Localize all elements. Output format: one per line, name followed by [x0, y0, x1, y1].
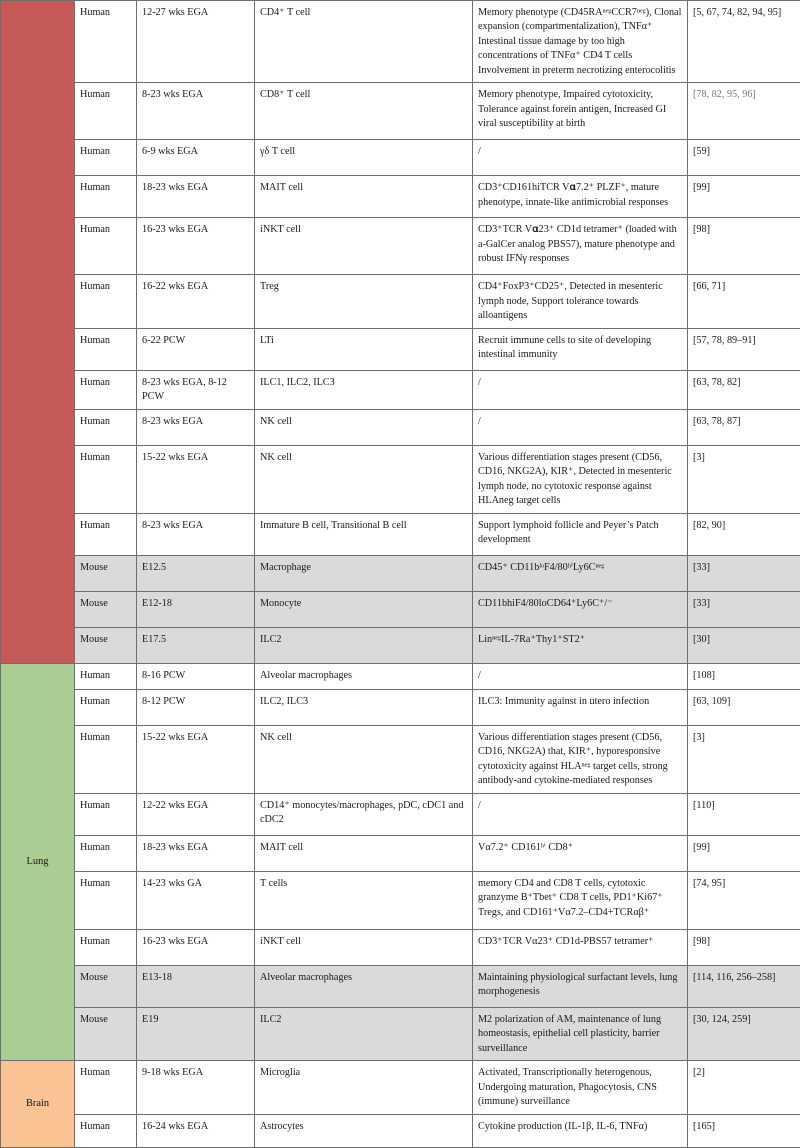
- function-cell: Vα7.2⁺ CD161ʰⁱ CD8⁺: [473, 835, 688, 871]
- references-cell: [98]: [688, 929, 800, 965]
- species-cell: Human: [75, 929, 137, 965]
- cell-type-cell: MAIT cell: [255, 176, 473, 218]
- cell-type-cell: Monocyte: [255, 591, 473, 627]
- species-cell: Human: [75, 871, 137, 929]
- references-cell: [99]: [688, 176, 800, 218]
- function-cell: CD11bhiF4/80loCD64⁺Ly6C⁺/⁻: [473, 591, 688, 627]
- age-cell: 8-23 wks EGA, 8-12 PCW: [137, 370, 255, 409]
- references-cell: [66, 71]: [688, 275, 800, 328]
- cell-type-cell: CD4⁺ T cell: [255, 1, 473, 83]
- cell-type-cell: γδ T cell: [255, 140, 473, 176]
- age-cell: 16-23 wks EGA: [137, 218, 255, 275]
- function-cell: Various differentiation stages present (CD56, CD16, NKG2A) that, KIR⁺, hyporesponsive cytotoxicity against HLAⁿᵉᵍ target cells, strong antibody-and cytokine-mediated responses: [473, 725, 688, 793]
- table-row: [1, 1061, 800, 1114]
- function-cell: Memory phenotype, Impaired cytotoxicity, Tolerance against forein antigen, Increased GI viral susceptibility at birth: [473, 83, 688, 140]
- species-cell: Human: [75, 140, 137, 176]
- cell-type-cell: NK cell: [255, 409, 473, 445]
- species-cell: Human: [75, 793, 137, 835]
- age-cell: E12-18: [137, 591, 255, 627]
- age-cell: 18-23 wks EGA: [137, 176, 255, 218]
- references-cell: [78, 82, 95, 96]: [688, 83, 800, 140]
- table-body: [1, 1, 800, 1148]
- function-cell: CD3⁺TCR Vα23⁺ CD1d-PBS57 tetramer⁺: [473, 929, 688, 965]
- references-cell: [33]: [688, 555, 800, 591]
- references-cell: [63, 78, 87]: [688, 409, 800, 445]
- age-cell: 18-23 wks EGA: [137, 835, 255, 871]
- species-cell: Mouse: [75, 627, 137, 663]
- cell-type-cell: MAIT cell: [255, 835, 473, 871]
- table-row: [1, 1007, 800, 1060]
- table-row: [1, 218, 800, 275]
- species-cell: Mouse: [75, 555, 137, 591]
- cell-type-cell: Treg: [255, 275, 473, 328]
- references-cell: [114, 116, 256–258]: [688, 965, 800, 1007]
- cell-type-cell: NK cell: [255, 725, 473, 793]
- cell-type-cell: CD14⁺ monocytes/macrophages, pDC, cDC1 and cDC2: [255, 793, 473, 835]
- function-cell: LinⁿᵉᵍIL-7Ra⁺Thy1⁺ST2⁺: [473, 627, 688, 663]
- table-row: [1, 591, 800, 627]
- table-row: [1, 370, 800, 409]
- references-cell: [99]: [688, 835, 800, 871]
- age-cell: E13-18: [137, 965, 255, 1007]
- table-row: [1, 793, 800, 835]
- species-cell: Human: [75, 835, 137, 871]
- references-cell: [74, 95]: [688, 871, 800, 929]
- cell-type-cell: Astrocytes: [255, 1114, 473, 1147]
- table-row: [1, 409, 800, 445]
- function-cell: CD45⁺ CD11bˡᵒF4/80ʰⁱLy6Cⁿᵉᵍ: [473, 555, 688, 591]
- table-row: [1, 835, 800, 871]
- function-cell: /: [473, 793, 688, 835]
- table-row: [1, 328, 800, 370]
- cell-type-cell: ILC1, ILC2, ILC3: [255, 370, 473, 409]
- table-row: [1, 176, 800, 218]
- species-cell: Human: [75, 275, 137, 328]
- references-cell: [108]: [688, 663, 800, 689]
- function-cell: /: [473, 409, 688, 445]
- function-cell: Maintaining physiological surfactant levels, lung morphogenesis: [473, 965, 688, 1007]
- cell-type-cell: Alveolar macrophages: [255, 663, 473, 689]
- function-cell: Memory phenotype (CD45RAⁿᵉᵍCCR7ⁿᵉᵍ), Clonal expansion (compartmentalization), TNFα⁺ Intestinal tissue damage by too high concentrations of TNFα⁺ CD4 T cells Involvement in preterm necrotizing enterocolitis: [473, 1, 688, 83]
- age-cell: 8-23 wks EGA: [137, 513, 255, 555]
- table-row: [1, 929, 800, 965]
- references-cell: [3]: [688, 725, 800, 793]
- age-cell: E12.5: [137, 555, 255, 591]
- table-row: [1, 689, 800, 725]
- function-cell: /: [473, 663, 688, 689]
- function-cell: ILC3: Immunity against in utero infection: [473, 689, 688, 725]
- age-cell: 8-12 PCW: [137, 689, 255, 725]
- references-cell: [2]: [688, 1061, 800, 1114]
- species-cell: Human: [75, 1114, 137, 1147]
- function-cell: Recruit immune cells to site of developing intestinal immunity: [473, 328, 688, 370]
- table-row: [1, 555, 800, 591]
- table-row: [1, 1, 800, 83]
- function-cell: memory CD4 and CD8 T cells, cytotoxic granzyme B⁺Tbet⁺ CD8 T cells, PD1⁺Ki67⁺ Tregs, and CD161⁺Vα7.2–CD4+TCRαβ⁺: [473, 871, 688, 929]
- references-cell: [165]: [688, 1114, 800, 1147]
- references-cell: [3]: [688, 445, 800, 513]
- age-cell: 16-24 wks EGA: [137, 1114, 255, 1147]
- age-cell: E17.5: [137, 627, 255, 663]
- function-cell: Activated, Transcriptionally heterogenous, Undergoing maturation, Phagocytosis, CNS (immune) surveillance: [473, 1061, 688, 1114]
- age-cell: 15-22 wks EGA: [137, 725, 255, 793]
- table-row: [1, 140, 800, 176]
- age-cell: 15-22 wks EGA: [137, 445, 255, 513]
- category-intestine: [1, 1, 75, 664]
- cell-type-cell: ILC2, ILC3: [255, 689, 473, 725]
- references-cell: [33]: [688, 591, 800, 627]
- species-cell: Human: [75, 689, 137, 725]
- references-cell: [63, 78, 82]: [688, 370, 800, 409]
- function-cell: CD4⁺FoxP3⁺CD25⁺, Detected in mesenteric lymph node, Support tolerance towards alloantigens: [473, 275, 688, 328]
- cell-type-cell: iNKT cell: [255, 929, 473, 965]
- table-row: [1, 513, 800, 555]
- cell-type-cell: iNKT cell: [255, 218, 473, 275]
- age-cell: 14-23 wks GA: [137, 871, 255, 929]
- references-cell: [98]: [688, 218, 800, 275]
- references-cell: [30]: [688, 627, 800, 663]
- references-cell: [110]: [688, 793, 800, 835]
- cell-type-cell: ILC2: [255, 627, 473, 663]
- references-cell: [82, 90]: [688, 513, 800, 555]
- cell-type-cell: Microglia: [255, 1061, 473, 1114]
- function-cell: /: [473, 140, 688, 176]
- age-cell: 12-27 wks EGA: [137, 1, 255, 83]
- table-row: [1, 1114, 800, 1147]
- age-cell: 16-23 wks EGA: [137, 929, 255, 965]
- references-cell: [63, 109]: [688, 689, 800, 725]
- table-row: [1, 965, 800, 1007]
- table-row: [1, 275, 800, 328]
- age-cell: 16-22 wks EGA: [137, 275, 255, 328]
- table-row: [1, 445, 800, 513]
- table-row: [1, 663, 800, 689]
- cell-type-cell: CD8⁺ T cell: [255, 83, 473, 140]
- species-cell: Mouse: [75, 591, 137, 627]
- cell-type-cell: NK cell: [255, 445, 473, 513]
- age-cell: 12-22 wks EGA: [137, 793, 255, 835]
- age-cell: 8-23 wks EGA: [137, 83, 255, 140]
- function-cell: CD3⁺TCR V𝛂23⁺ CD1d tetramer⁺ (loaded with a-GalCer analog PBS57), mature phenotype and robust IFNγ responses: [473, 218, 688, 275]
- age-cell: 8-16 PCW: [137, 663, 255, 689]
- species-cell: Human: [75, 1061, 137, 1114]
- species-cell: Human: [75, 513, 137, 555]
- category-brain: [1, 1061, 75, 1147]
- category-label: Brain: [26, 1098, 49, 1109]
- species-cell: Human: [75, 725, 137, 793]
- species-cell: Human: [75, 1, 137, 83]
- cell-type-cell: T cells: [255, 871, 473, 929]
- species-cell: Human: [75, 176, 137, 218]
- cell-type-cell: Alveolar macrophages: [255, 965, 473, 1007]
- references-cell: [5, 67, 74, 82, 94, 95]: [688, 1, 800, 83]
- cell-type-cell: Immature B cell, Transitional B cell: [255, 513, 473, 555]
- category-lung: [1, 663, 75, 1060]
- cell-type-cell: ILC2: [255, 1007, 473, 1060]
- table-row: [1, 627, 800, 663]
- age-cell: 9-18 wks EGA: [137, 1061, 255, 1114]
- species-cell: Human: [75, 409, 137, 445]
- category-label: Lung: [27, 856, 49, 867]
- table-row: [1, 83, 800, 140]
- function-cell: Various differentiation stages present (CD56, CD16, NKG2A), KIR⁺, Detected in mesenteric lymph node, no cytotoxic response against HLAneg target cells: [473, 445, 688, 513]
- age-cell: E19: [137, 1007, 255, 1060]
- function-cell: CD3⁺CD161hiTCR V𝛂7.2⁺ PLZF⁺, mature phenotype, innate-like antimicrobial responses: [473, 176, 688, 218]
- species-cell: Human: [75, 218, 137, 275]
- cell-type-cell: LTi: [255, 328, 473, 370]
- age-cell: 8-23 wks EGA: [137, 409, 255, 445]
- species-cell: Mouse: [75, 965, 137, 1007]
- table-row: [1, 871, 800, 929]
- species-cell: Human: [75, 370, 137, 409]
- references-cell: [30, 124, 259]: [688, 1007, 800, 1060]
- species-cell: Human: [75, 445, 137, 513]
- function-cell: Cytokine production (IL-1β, IL-6, TNFα): [473, 1114, 688, 1147]
- age-cell: 6-22 PCW: [137, 328, 255, 370]
- species-cell: Mouse: [75, 1007, 137, 1060]
- function-cell: M2 polarization of AM, maintenance of lung homeostasis, epithelial cell plasticity, barrier surveillance: [473, 1007, 688, 1060]
- species-cell: Human: [75, 83, 137, 140]
- table-row: [1, 725, 800, 793]
- species-cell: Human: [75, 663, 137, 689]
- function-cell: Support lymphoid follicle and Peyer’s Patch development: [473, 513, 688, 555]
- species-cell: Human: [75, 328, 137, 370]
- function-cell: /: [473, 370, 688, 409]
- cell-type-cell: Macrophage: [255, 555, 473, 591]
- age-cell: 6-9 wks EGA: [137, 140, 255, 176]
- references-cell: [57, 78, 89–91]: [688, 328, 800, 370]
- references-cell: [59]: [688, 140, 800, 176]
